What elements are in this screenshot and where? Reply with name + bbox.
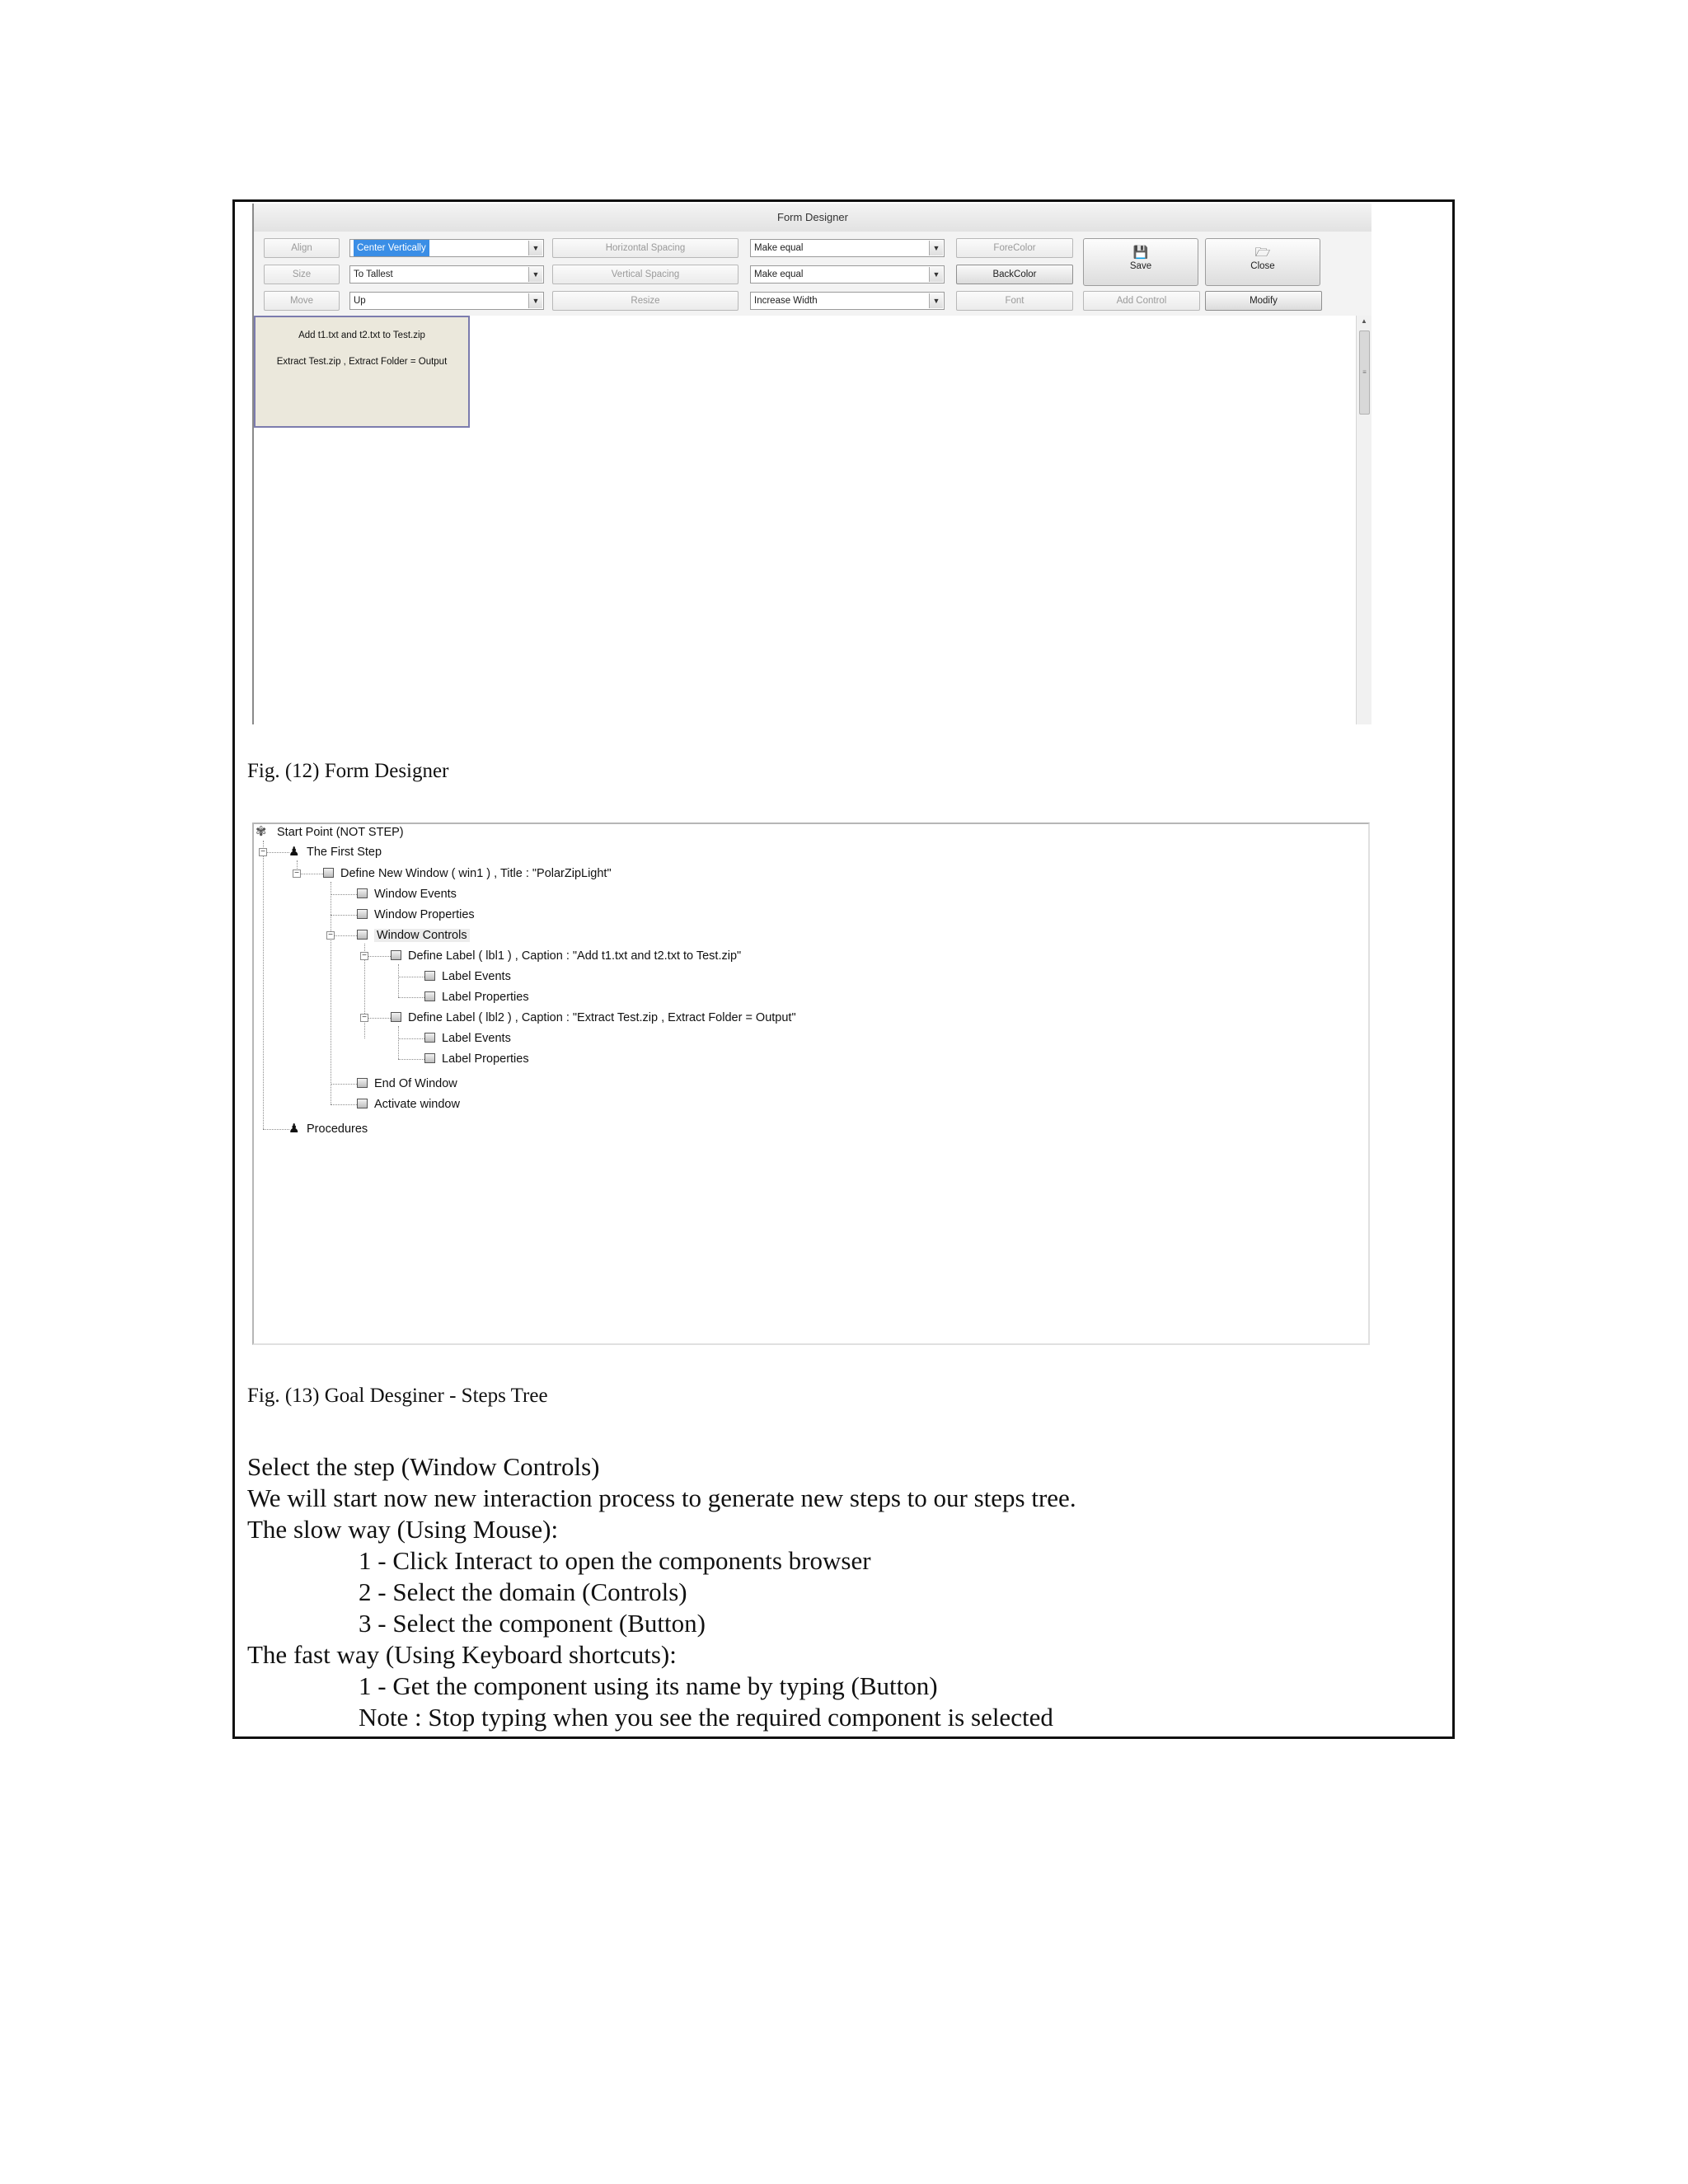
step-icon (424, 991, 435, 1001)
body-line-2: We will start now new interaction process to generate new steps to our steps tree. (247, 1483, 1076, 1512)
modify-button[interactable]: Modify (1205, 291, 1322, 311)
tree-line (398, 1038, 424, 1039)
tree-node-define-label-1[interactable] (391, 948, 741, 964)
tree-line (331, 915, 357, 916)
body-line-5: 2 - Select the domain (Controls) (359, 1577, 687, 1606)
tree-line (398, 964, 399, 997)
tree-node-procedures[interactable] (288, 1121, 368, 1137)
tree-node-label: Window Properties (374, 908, 475, 921)
tree-node-label: The First Step (307, 846, 382, 859)
horizontal-spacing-select[interactable] (750, 239, 945, 257)
save-label: Save (1129, 261, 1152, 271)
tree-node-label: Define Label ( lbl1 ) , Caption : "Add t1.txt and t2.txt to Test.zip" (408, 949, 742, 963)
resize-select[interactable] (750, 292, 945, 310)
tree-node-label: Label Events (442, 970, 511, 983)
close-button[interactable] (1205, 238, 1320, 286)
grip-icon: ≡ (1362, 368, 1367, 376)
body-line-6: 3 - Select the component (Button) (359, 1609, 706, 1638)
tree-node-first-step[interactable] (288, 844, 382, 860)
body-line-4: 1 - Click Interact to open the components browser (359, 1546, 871, 1575)
tree-line (331, 1104, 357, 1105)
tree-node-label-events-2[interactable] (424, 1030, 511, 1047)
tree-node-label: Window Controls (374, 929, 470, 942)
body-line-7: The fast way (Using Keyboard shortcuts): (247, 1640, 677, 1669)
body-line-8: 1 - Get the component using its name by typing (Button) (359, 1671, 938, 1700)
horizontal-spacing-value: Make equal (754, 243, 804, 253)
size-select[interactable] (349, 265, 544, 284)
chevron-down-icon[interactable]: ▼ (929, 293, 943, 308)
chevron-down-icon[interactable]: ▼ (929, 241, 943, 255)
figure-caption-13: Fig. (13) Goal Desginer - Steps Tree (247, 1385, 548, 1407)
designer-toolbar (254, 232, 1372, 317)
collapse-toggle[interactable]: − (326, 931, 335, 940)
collapse-toggle[interactable]: − (259, 848, 267, 856)
vertical-scrollbar[interactable] (1356, 316, 1372, 724)
collapse-toggle[interactable]: − (360, 1014, 368, 1022)
tree-node-window-events[interactable] (357, 886, 457, 902)
vertical-spacing-select[interactable] (750, 265, 945, 284)
tree-line (398, 1026, 399, 1059)
folder-icon: 🗁 (1254, 246, 1271, 260)
tree-node-label: Label Events (442, 1032, 511, 1045)
step-icon (424, 1033, 435, 1043)
chevron-down-icon[interactable]: ▼ (528, 293, 542, 308)
step-icon (391, 1012, 401, 1022)
tree-node-label: Procedures (307, 1122, 368, 1136)
step-icon (357, 1078, 368, 1088)
move-button[interactable]: Move (264, 291, 340, 311)
tree-node-label-properties-2[interactable] (424, 1051, 529, 1067)
start-point-icon: ✾ (256, 825, 267, 839)
tree-node-start-point[interactable] (256, 824, 404, 841)
figure-caption-12: Fig. (12) Form Designer (247, 760, 449, 782)
chevron-down-icon[interactable]: ▼ (929, 267, 943, 282)
backcolor-button[interactable]: BackColor (956, 265, 1073, 284)
add-control-button[interactable]: Add Control (1083, 291, 1200, 311)
designed-window-preview[interactable] (254, 316, 470, 428)
font-button[interactable]: Font (956, 291, 1073, 311)
vertical-spacing-button[interactable]: Vertical Spacing (552, 265, 738, 284)
step-icon (323, 868, 334, 878)
tree-line (398, 1059, 424, 1060)
tree-node-label: End Of Window (374, 1077, 457, 1090)
tree-node-label: Define Label ( lbl2 ) , Caption : "Extract Test.zip , Extract Folder = Output" (408, 1011, 796, 1024)
tree-node-label: Define New Window ( win1 ) , Title : "PolarZipLight" (340, 867, 612, 880)
tree-node-label-events-1[interactable] (424, 968, 511, 985)
tree-node-label: Window Events (374, 888, 457, 901)
tree-line (331, 894, 357, 895)
size-select-value: To Tallest (354, 269, 393, 279)
align-button[interactable]: Align (264, 238, 340, 258)
horizontal-spacing-button[interactable]: Horizontal Spacing (552, 238, 738, 258)
label-lbl1[interactable]: Add t1.txt and t2.txt to Test.zip (298, 330, 425, 340)
tree-line (331, 1084, 357, 1085)
tree-node-define-label-2[interactable] (391, 1010, 796, 1026)
tree-node-label: Label Properties (442, 1052, 529, 1066)
body-line-9: Note : Stop typing when you see the required component is selected (359, 1703, 1053, 1732)
close-label: Close (1250, 261, 1275, 271)
tree-line (398, 997, 424, 998)
label-lbl2[interactable]: Extract Test.zip , Extract Folder = Output (276, 357, 448, 367)
chevron-down-icon[interactable]: ▼ (528, 241, 542, 255)
step-icon (424, 971, 435, 981)
tree-node-label: Start Point (NOT STEP) (277, 826, 404, 839)
floppy-disk-icon: 💾 (1132, 246, 1149, 260)
design-canvas[interactable] (254, 316, 1358, 724)
tree-line (263, 841, 264, 1129)
move-select[interactable] (349, 292, 544, 310)
chevron-down-icon[interactable]: ▼ (528, 267, 542, 282)
steps-tree (252, 823, 1370, 1345)
collapse-toggle[interactable]: − (293, 869, 301, 878)
step-icon (357, 930, 368, 940)
align-select-value: Center Vertically (354, 240, 429, 256)
tree-node-end-of-window[interactable] (357, 1076, 457, 1092)
tree-node-define-window[interactable] (323, 865, 612, 882)
tree-node-label: Activate window (374, 1098, 460, 1111)
save-button[interactable] (1083, 238, 1198, 286)
window-title: Form Designer (254, 204, 1372, 232)
size-button[interactable]: Size (264, 265, 340, 284)
resize-select-value: Increase Width (754, 296, 818, 306)
step-person-icon: ♟ (288, 845, 300, 859)
step-person-icon: ♟ (288, 1122, 300, 1136)
move-select-value: Up (354, 296, 366, 306)
vertical-spacing-value: Make equal (754, 269, 804, 279)
collapse-toggle[interactable]: − (360, 952, 368, 960)
step-icon (357, 888, 368, 898)
tree-node-label-properties-1[interactable] (424, 989, 529, 1005)
body-line-1: Select the step (Window Controls) (247, 1452, 600, 1481)
step-icon (424, 1053, 435, 1063)
scrollbar-thumb[interactable] (1359, 330, 1370, 415)
forecolor-button[interactable]: ForeColor (956, 238, 1073, 258)
form-designer-window (252, 204, 1372, 724)
tree-line (263, 1129, 289, 1130)
scroll-up-icon[interactable]: ▲ (1361, 317, 1367, 325)
tree-node-label: Label Properties (442, 991, 529, 1004)
tree-node-window-controls[interactable] (357, 927, 470, 944)
tree-node-activate-window[interactable] (357, 1096, 460, 1113)
step-icon (357, 1099, 368, 1108)
body-line-3: The slow way (Using Mouse): (247, 1515, 559, 1544)
align-select[interactable] (349, 239, 544, 257)
resize-button[interactable]: Resize (552, 291, 738, 311)
tree-node-window-properties[interactable] (357, 907, 475, 923)
step-icon (357, 909, 368, 919)
step-icon (391, 950, 401, 960)
